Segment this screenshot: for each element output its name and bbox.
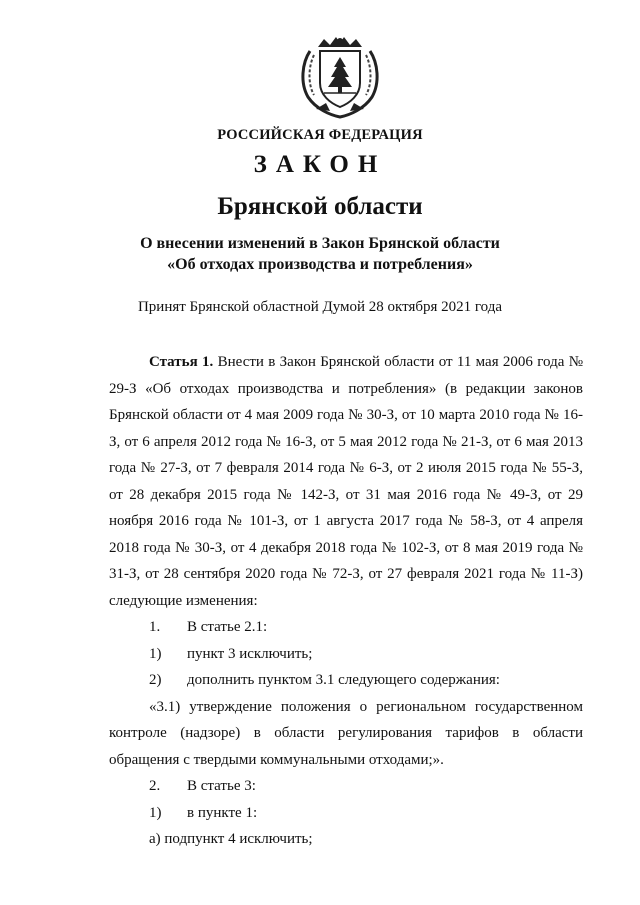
item-text: В статье 2.1: — [187, 619, 268, 635]
law-title — [0, 233, 640, 275]
article-1-label: Статья 1. — [149, 354, 214, 370]
region-heading: Брянской области — [217, 193, 423, 220]
list-item — [109, 773, 583, 800]
list-item — [109, 800, 583, 827]
item-text: дополнить пунктом 3.1 следующего содержания: — [187, 672, 500, 688]
list-item — [109, 667, 583, 694]
quoted-amendment: «3.1) утверждение положения о региональном государственном контроле (надзоре) в области регулирования тарифов в области обращения с твердыми коммунальными отходами;». — [109, 698, 583, 768]
list-item — [109, 641, 583, 668]
item-number: 2) — [149, 672, 162, 688]
adoption-line: Принят Брянской областной Думой 28 октября 2021 года — [137, 299, 503, 315]
item-number: 1. — [149, 619, 161, 635]
country-heading: РОССИЙСКАЯ ФЕДЕРАЦИЯ — [217, 127, 423, 143]
law-title-line-2: «Об отходах производства и потребления» — [167, 256, 473, 273]
item-text: в пункте 1: — [187, 804, 258, 821]
coat-of-arms-icon — [296, 33, 384, 121]
article-1 — [109, 349, 583, 614]
subitem: а) подпункт 4 исключить; — [149, 831, 313, 847]
item-text: пункт 3 исключить; — [187, 645, 313, 662]
item-number: 2. — [149, 778, 161, 794]
document-type-heading: ЗАКОН — [253, 151, 387, 178]
item-number: 1) — [149, 804, 162, 821]
item-text: В статье 3: — [187, 778, 256, 794]
law-body — [109, 349, 583, 853]
list-item — [109, 614, 583, 641]
article-1-text: Внести в Закон Брянской области от 11 мая 2006 года № 29-З «Об отходах производства и потребления» (в редакции законов Брянской области от 4 мая 2009 года № 30-З, от 10 марта 2010 года № 16-З, от 6 апреля 2012 года № 16-З, от 5 мая 2012 года № 21-З, от 6 мая 2013 года № 27-З, от 7 февраля 2014 года № 6-З, от 2 июля 2015 года № 55-З, от 28 декабря 2015 года № 142-З, от 31 мая 2016 года № 49-З, от 29 ноября 2016 года № 101-З, от 1 августа 2017 года № 58-З, от 4 апреля 2018 года № 30-З, от 4 декабря 2018 года № 102-З, от 8 мая 2019 года № 31-З, от 28 сентября 2020 года № 72-З, от 27 февраля 2021 года № 11-З) следующие изменения: — [109, 354, 584, 609]
item-number: 1) — [149, 645, 162, 662]
law-title-line-1: О внесении изменений в Закон Брянской области — [140, 235, 500, 252]
